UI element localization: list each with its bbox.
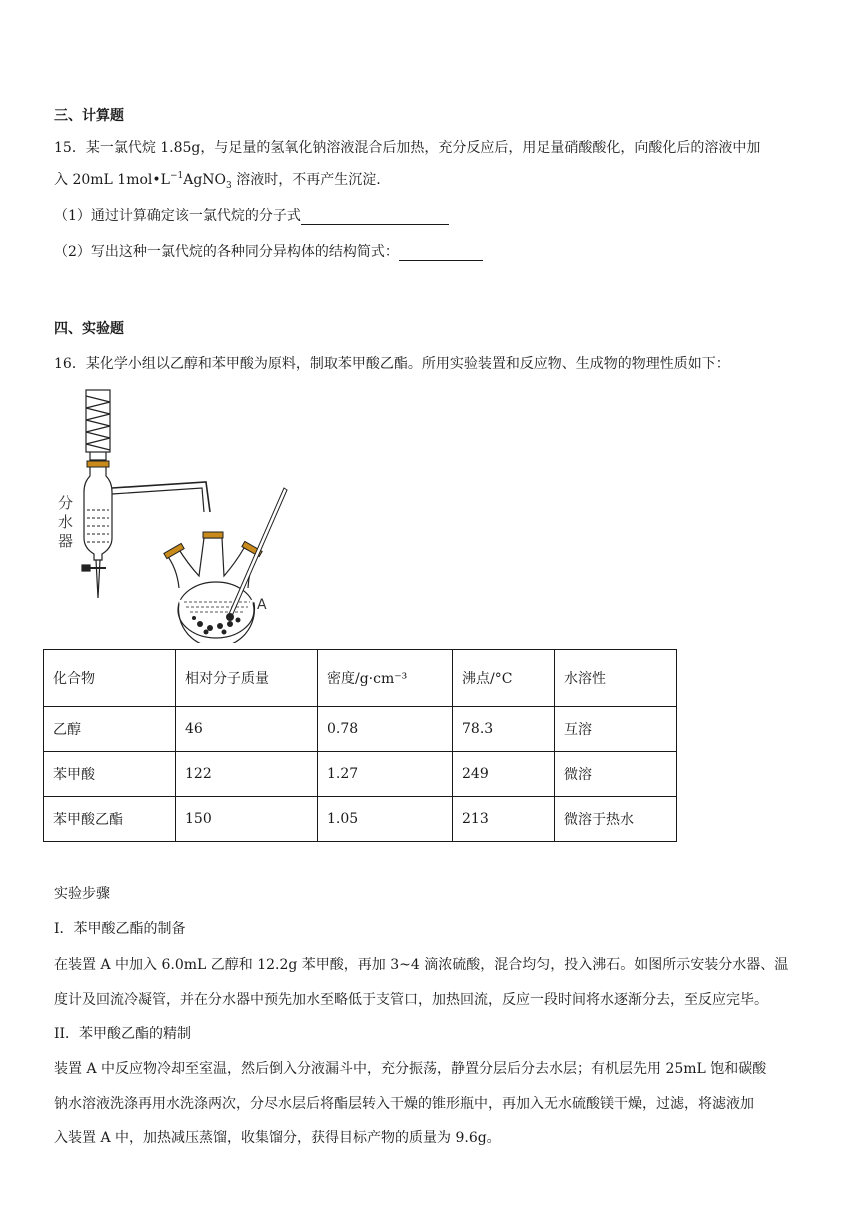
table-row: [44, 752, 677, 797]
subscript-three: 3: [226, 180, 232, 191]
physical-properties-table: [43, 649, 677, 842]
steps-title: 实验步骤: [54, 886, 110, 902]
reflux-condenser: [86, 390, 110, 460]
table-cell: 1.27: [318, 752, 453, 797]
question-15-sub-2-text: （2）写出这种一氯代烷的各种同分异构体的结构简式：: [54, 244, 399, 260]
table-header-compound: 化合物: [44, 650, 176, 707]
table-cell: 213: [453, 797, 555, 842]
table-cell: 苯甲酸乙酯: [44, 797, 176, 842]
step-1-title: I．苯甲酸乙酯的制备: [54, 921, 186, 937]
question-15-text-c: 溶液时，不再产生沉淀.: [231, 172, 381, 188]
step-1-line-2: 度计及回流冷凝管，并在分水器中预先加水至略低于支管口，加热回流，反应一段时间将水逐渐分去，至反应完毕。: [54, 992, 768, 1008]
step-2-line-3: 入装置 A 中，加热减压蒸馏，收集馏分，获得目标产物的质量为 9.6g。: [54, 1130, 501, 1146]
flask-label-a: A: [257, 597, 267, 613]
question-15-text-b: AgNO: [183, 172, 227, 188]
table-cell: 1.05: [318, 797, 453, 842]
stopper-top: [87, 461, 109, 467]
table-row: [44, 707, 677, 752]
experiment-apparatus-figure: [54, 388, 314, 643]
question-15-sub-1-text: （1）通过计算确定该一氯代烷的分子式: [54, 208, 301, 224]
table-cell: 乙醇: [44, 707, 176, 752]
table-cell: 78.3: [453, 707, 555, 752]
table-cell: 微溶: [555, 752, 677, 797]
step-2-line-1: 装置 A 中反应物冷却至室温，然后倒入分液漏斗中，充分振荡，静置分层后分去水层；有机层先用 25mL 饱和碳酸: [54, 1061, 767, 1077]
question-15-line-2: [54, 171, 381, 189]
stopper-middle: [203, 532, 223, 538]
step-1-line-1: 在装置 A 中加入 6.0mL 乙醇和 12.2g 苯甲酸，再加 3~4 滴浓硫酸，混合均匀，投入沸石。如图所示安装分水器、温: [54, 957, 789, 973]
step-2-title: II．苯甲酸乙酯的精制: [54, 1026, 192, 1042]
step-2-line-2: 钠水溶液洗涤再用水洗涤两次，分尽水层后将酯层转入干燥的锥形瓶中，再加入无水硫酸镁干燥，过滤，将滤液加: [54, 1096, 754, 1112]
table-cell: 苯甲酸: [44, 752, 176, 797]
separator-label-1: 分: [58, 494, 74, 512]
separator-label-2: 水: [58, 513, 74, 531]
section-heading-experiment: 四、实验题: [54, 321, 124, 337]
table-header-density: 密度/g·cm⁻³: [318, 650, 453, 707]
table-row: [44, 797, 677, 842]
table-header-molar-mass: 相对分子质量: [176, 650, 318, 707]
superscript-minus-one: −1: [169, 171, 184, 181]
table-header-solubility: 水溶性: [555, 650, 677, 707]
answer-blank-2[interactable]: [399, 246, 483, 261]
table-header-boiling-point: 沸点/°C: [453, 650, 555, 707]
section-heading-calculation: 三、计算题: [54, 108, 124, 124]
question-15-line-1: 15．某一氯代烷 1.85g，与足量的氢氧化钠溶液混合后加热，充分反应后，用足量硝酸酸化，向酸化后的溶液中加: [54, 140, 761, 156]
question-15-sub-2: [54, 243, 483, 261]
table-cell: 微溶于热水: [555, 797, 677, 842]
question-15-text-a: 入 20mL 1mol•L: [54, 172, 170, 188]
question-15-sub-1: [54, 207, 449, 225]
table-header-row: [44, 650, 677, 707]
stopper-left: [164, 543, 184, 558]
separator-label-3: 器: [58, 532, 74, 550]
table-cell: 150: [176, 797, 318, 842]
table-cell: 0.78: [318, 707, 453, 752]
table-cell: 122: [176, 752, 318, 797]
table-cell: 249: [453, 752, 555, 797]
table-cell: 互溶: [555, 707, 677, 752]
question-16-intro: 16．某化学小组以乙醇和苯甲酸为原料，制取苯甲酸乙酯。所用实验装置和反应物、生成物的物理性质如下：: [54, 356, 730, 372]
side-arm-tube: [112, 482, 210, 512]
water-separator: [82, 467, 112, 598]
answer-blank-1[interactable]: [301, 210, 449, 225]
table-cell: 46: [176, 707, 318, 752]
